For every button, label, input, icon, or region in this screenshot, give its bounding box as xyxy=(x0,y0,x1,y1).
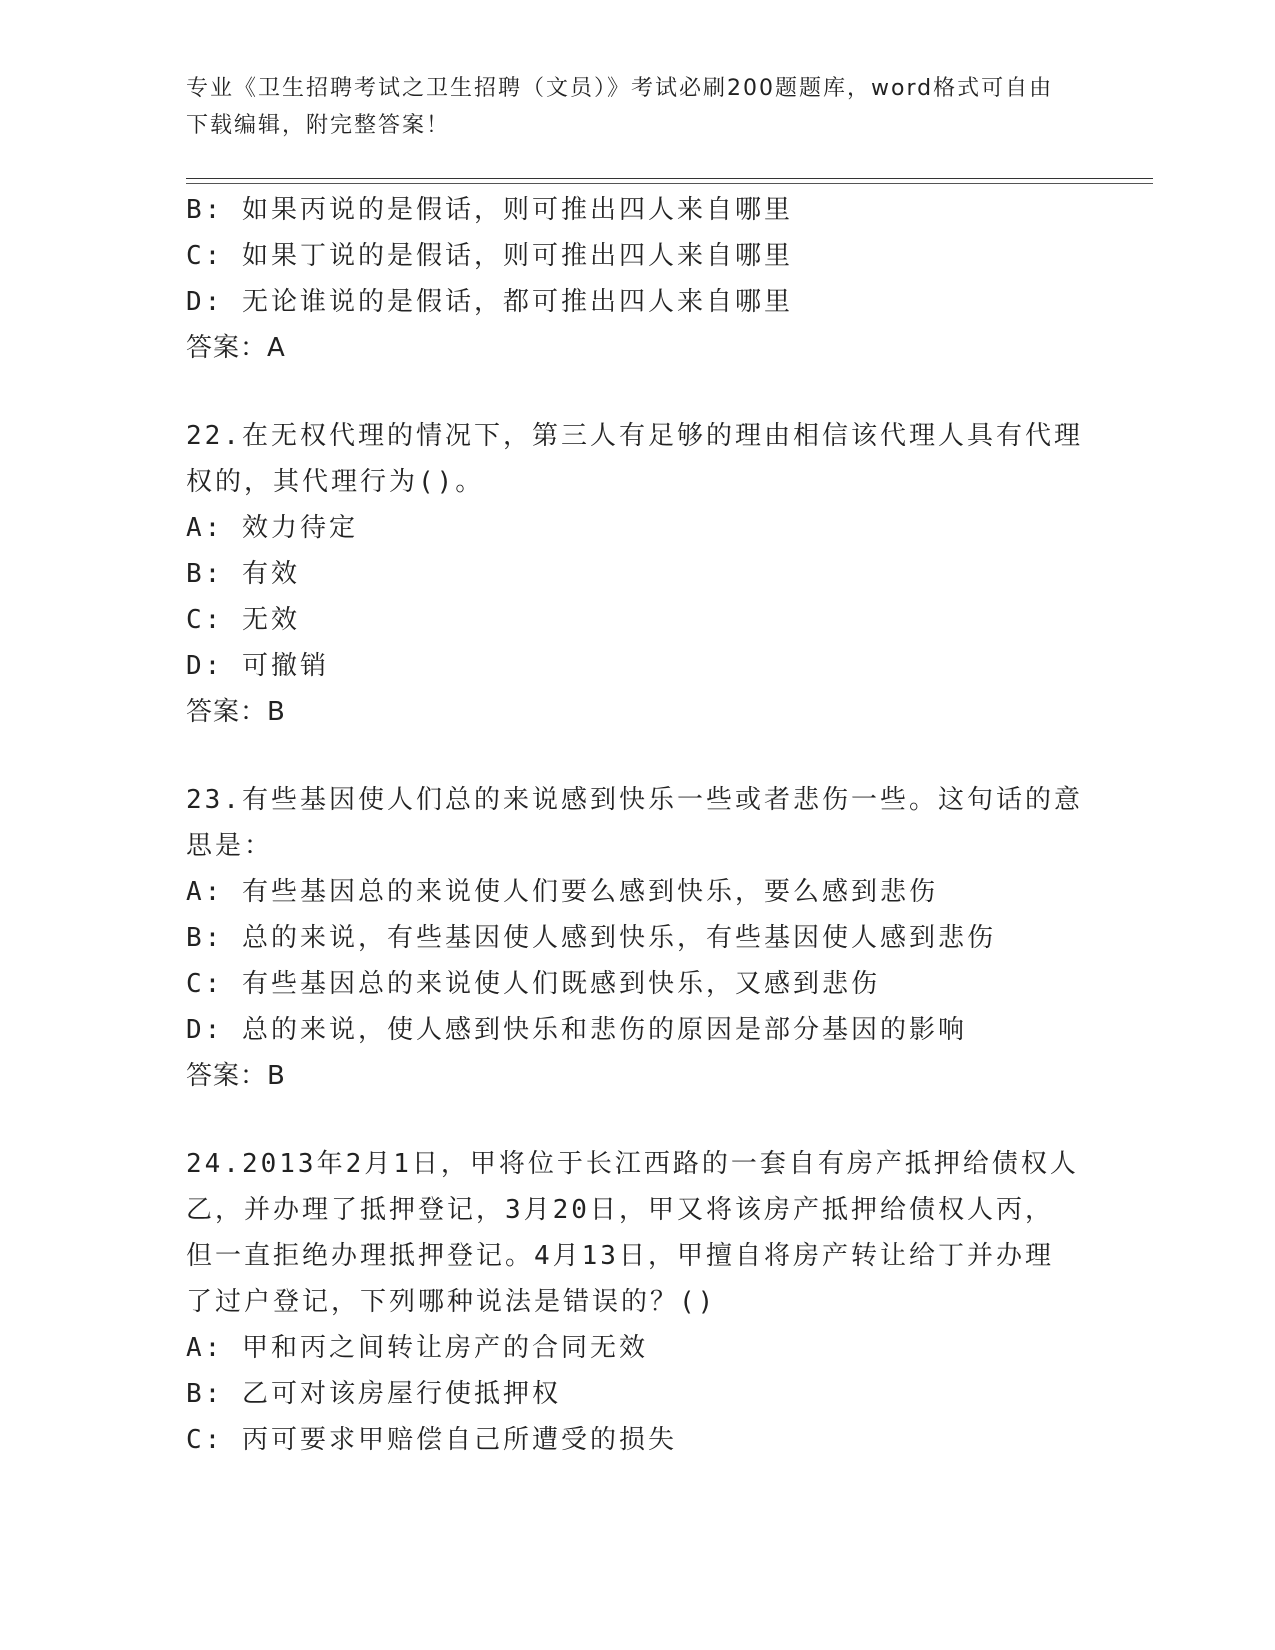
question-line: D: 无论谁说的是假话，都可推出四人来自哪里 xyxy=(186,287,793,317)
answer-line: 答案：B xyxy=(186,1061,286,1091)
option-line: A: 甲和丙之间转让房产的合同无效 xyxy=(186,1333,648,1363)
question-line: 乙，并办理了抵押登记，3月20日，甲又将该房产抵押给债权人丙， xyxy=(186,1195,1054,1225)
question-block xyxy=(186,777,1086,1099)
question-line: 但一直拒绝办理抵押登记。4月13日，甲擅自将房产转让给丁并办理 xyxy=(186,1241,1054,1271)
option-line: A: 有些基因总的来说使人们要么感到快乐，要么感到悲伤 xyxy=(186,877,938,907)
question-line: 23.有些基因使人们总的来说感到快乐一些或者悲伤一些。这句话的意 xyxy=(186,785,1083,815)
document-header xyxy=(186,70,1066,144)
block-spacer xyxy=(186,1099,1086,1141)
answer-line: 答案：B xyxy=(186,697,286,727)
option-line: B: 有效 xyxy=(186,559,300,589)
document-title: 专业《卫生招聘考试之卫生招聘（文员）》考试必刷200题题库，word格式可自由下载编辑，附完整答案！ xyxy=(186,76,1054,138)
option-line: D: 总的来说，使人感到快乐和悲伤的原因是部分基因的影响 xyxy=(186,1015,967,1045)
option-line: B: 乙可对该房屋行使抵押权 xyxy=(186,1379,561,1409)
question-line: B: 如果丙说的是假话，则可推出四人来自哪里 xyxy=(186,195,793,225)
question-line: 24.2013年2月1日，甲将位于长江西路的一套自有房产抵押给债权人 xyxy=(186,1149,1079,1179)
option-line: C: 有些基因总的来说使人们既感到快乐，又感到悲伤 xyxy=(186,969,880,999)
question-line: 权的，其代理行为()。 xyxy=(186,467,485,497)
option-line: D: 可撤销 xyxy=(186,651,329,681)
option-line: C: 无效 xyxy=(186,605,300,635)
option-line: A: 效力待定 xyxy=(186,513,358,543)
option-line: B: 总的来说，有些基因使人感到快乐，有些基因使人感到悲伤 xyxy=(186,923,996,953)
question-list xyxy=(186,187,1086,1463)
block-spacer xyxy=(186,371,1086,413)
question-line: 了过户登记，下列哪种说法是错误的？() xyxy=(186,1287,717,1317)
header-divider-thin xyxy=(186,183,1153,184)
option-line: C: 丙可要求甲赔偿自己所遭受的损失 xyxy=(186,1425,677,1455)
question-block xyxy=(186,413,1086,735)
block-spacer xyxy=(186,735,1086,777)
header-divider-thick xyxy=(186,178,1153,179)
question-line: C: 如果丁说的是假话，则可推出四人来自哪里 xyxy=(186,241,793,271)
question-block xyxy=(186,187,1086,371)
question-line: 思是： xyxy=(186,831,274,861)
answer-line: 答案：A xyxy=(186,333,286,363)
question-line: 22.在无权代理的情况下，第三人有足够的理由相信该代理人具有代理 xyxy=(186,421,1083,451)
question-block xyxy=(186,1141,1086,1463)
